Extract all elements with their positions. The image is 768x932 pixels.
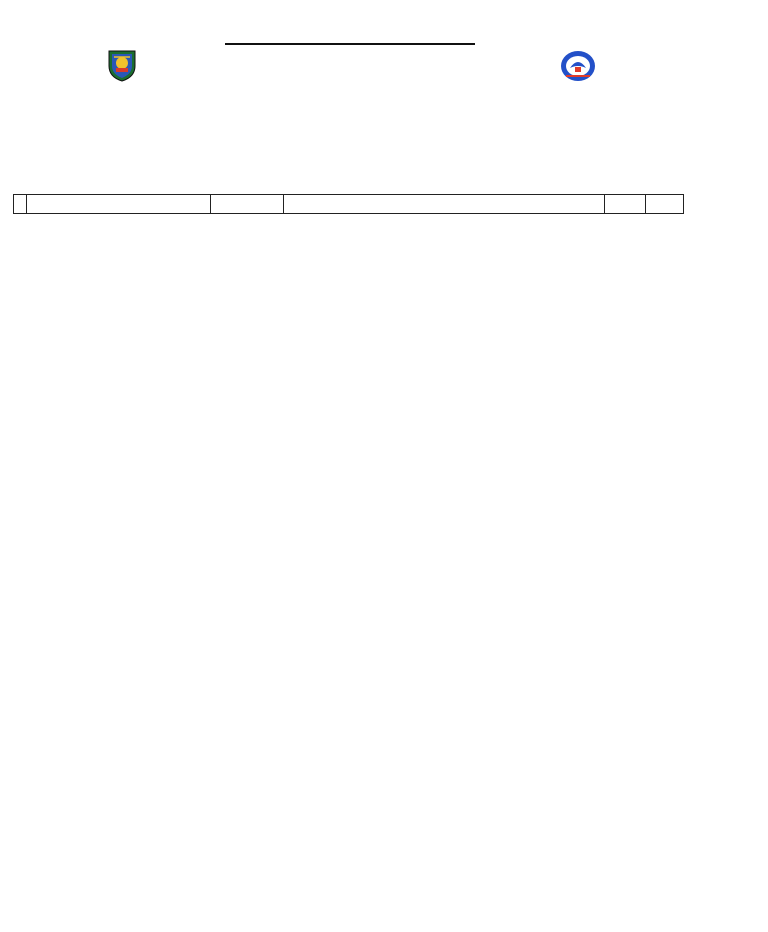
document-header: [0, 40, 768, 110]
header-divider: [225, 43, 475, 45]
assessment-grid-table-page1: [13, 194, 684, 214]
header-materi: [211, 195, 284, 214]
header-no: [14, 195, 27, 214]
header-tujuan: [27, 195, 211, 214]
header-nomor: [646, 195, 684, 214]
header-indikator: [284, 195, 605, 214]
regency-shield-emblem-icon: [105, 48, 139, 82]
tut-wuri-handayani-emblem-icon: [560, 48, 596, 84]
header-bentuk: [605, 195, 646, 214]
